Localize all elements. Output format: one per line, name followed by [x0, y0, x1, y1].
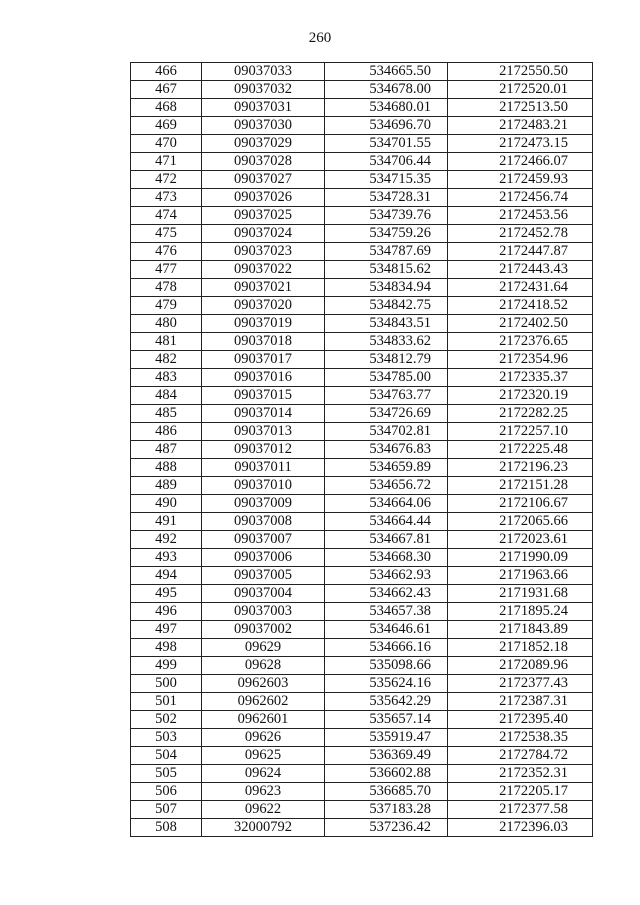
row-number-cell: 469 — [131, 117, 202, 135]
y-coordinate-cell: 2172320.19 — [448, 387, 593, 405]
y-coordinate-cell: 2172352.31 — [448, 765, 593, 783]
row-number-cell: 488 — [131, 459, 202, 477]
point-code-cell: 09037014 — [202, 405, 325, 423]
row-number-cell: 489 — [131, 477, 202, 495]
x-coordinate-cell: 534702.81 — [325, 423, 448, 441]
x-coordinate-cell: 534812.79 — [325, 351, 448, 369]
x-coordinate-cell: 534715.35 — [325, 171, 448, 189]
x-coordinate-cell: 534678.00 — [325, 81, 448, 99]
table-row — [131, 351, 593, 369]
table-row — [131, 135, 593, 153]
x-coordinate-cell: 534706.44 — [325, 153, 448, 171]
x-coordinate-cell: 534662.93 — [325, 567, 448, 585]
row-number-cell: 476 — [131, 243, 202, 261]
row-number-cell: 506 — [131, 783, 202, 801]
y-coordinate-cell: 2172520.01 — [448, 81, 593, 99]
x-coordinate-cell: 534759.26 — [325, 225, 448, 243]
table-row — [131, 207, 593, 225]
point-code-cell: 0962601 — [202, 711, 325, 729]
point-code-cell: 09037023 — [202, 243, 325, 261]
table-row — [131, 585, 593, 603]
point-code-cell: 09037006 — [202, 549, 325, 567]
y-coordinate-cell: 2172538.35 — [448, 729, 593, 747]
point-code-cell: 09037010 — [202, 477, 325, 495]
table-row — [131, 495, 593, 513]
row-number-cell: 490 — [131, 495, 202, 513]
y-coordinate-cell: 2172513.50 — [448, 99, 593, 117]
x-coordinate-cell: 535624.16 — [325, 675, 448, 693]
y-coordinate-cell: 2172784.72 — [448, 747, 593, 765]
point-code-cell: 0962602 — [202, 693, 325, 711]
x-coordinate-cell: 534676.83 — [325, 441, 448, 459]
table-row — [131, 81, 593, 99]
table-row — [131, 567, 593, 585]
table-row — [131, 459, 593, 477]
point-code-cell: 09037015 — [202, 387, 325, 405]
y-coordinate-cell: 2172466.07 — [448, 153, 593, 171]
table-row — [131, 549, 593, 567]
row-number-cell: 507 — [131, 801, 202, 819]
y-coordinate-cell: 2172402.50 — [448, 315, 593, 333]
x-coordinate-cell: 536685.70 — [325, 783, 448, 801]
y-coordinate-cell: 2172089.96 — [448, 657, 593, 675]
table-row — [131, 369, 593, 387]
point-code-cell: 09622 — [202, 801, 325, 819]
point-code-cell: 32000792 — [202, 819, 325, 837]
point-code-cell: 09037018 — [202, 333, 325, 351]
row-number-cell: 497 — [131, 621, 202, 639]
y-coordinate-cell: 2172335.37 — [448, 369, 593, 387]
point-code-cell: 09629 — [202, 639, 325, 657]
point-code-cell: 09037007 — [202, 531, 325, 549]
y-coordinate-cell: 2171931.68 — [448, 585, 593, 603]
point-code-cell: 09037011 — [202, 459, 325, 477]
table-row — [131, 477, 593, 495]
y-coordinate-cell: 2172473.15 — [448, 135, 593, 153]
x-coordinate-cell: 536602.88 — [325, 765, 448, 783]
table-row — [131, 99, 593, 117]
point-code-cell: 09037029 — [202, 135, 325, 153]
y-coordinate-cell: 2172452.78 — [448, 225, 593, 243]
x-coordinate-cell: 536369.49 — [325, 747, 448, 765]
x-coordinate-cell: 534842.75 — [325, 297, 448, 315]
x-coordinate-cell: 535657.14 — [325, 711, 448, 729]
y-coordinate-cell: 2172151.28 — [448, 477, 593, 495]
row-number-cell: 492 — [131, 531, 202, 549]
x-coordinate-cell: 535919.47 — [325, 729, 448, 747]
y-coordinate-cell: 2171852.18 — [448, 639, 593, 657]
table-row — [131, 63, 593, 81]
row-number-cell: 477 — [131, 261, 202, 279]
x-coordinate-cell: 534665.50 — [325, 63, 448, 81]
y-coordinate-cell: 2172483.21 — [448, 117, 593, 135]
point-code-cell: 09037016 — [202, 369, 325, 387]
point-code-cell: 09626 — [202, 729, 325, 747]
table-row — [131, 333, 593, 351]
row-number-cell: 498 — [131, 639, 202, 657]
table-row — [131, 117, 593, 135]
point-code-cell: 0962603 — [202, 675, 325, 693]
table-row — [131, 315, 593, 333]
row-number-cell: 475 — [131, 225, 202, 243]
x-coordinate-cell: 534833.62 — [325, 333, 448, 351]
row-number-cell: 500 — [131, 675, 202, 693]
x-coordinate-cell: 534763.77 — [325, 387, 448, 405]
point-code-cell: 09037012 — [202, 441, 325, 459]
point-code-cell: 09037009 — [202, 495, 325, 513]
table-row — [131, 621, 593, 639]
table-row — [131, 783, 593, 801]
row-number-cell: 487 — [131, 441, 202, 459]
y-coordinate-cell: 2172257.10 — [448, 423, 593, 441]
y-coordinate-cell: 2172387.31 — [448, 693, 593, 711]
y-coordinate-cell: 2171843.89 — [448, 621, 593, 639]
row-number-cell: 470 — [131, 135, 202, 153]
row-number-cell: 491 — [131, 513, 202, 531]
table-row — [131, 801, 593, 819]
y-coordinate-cell: 2171895.24 — [448, 603, 593, 621]
row-number-cell: 502 — [131, 711, 202, 729]
y-coordinate-cell: 2171963.66 — [448, 567, 593, 585]
x-coordinate-cell: 534843.51 — [325, 315, 448, 333]
x-coordinate-cell: 534696.70 — [325, 117, 448, 135]
table-row — [131, 657, 593, 675]
y-coordinate-cell: 2172456.74 — [448, 189, 593, 207]
table-row — [131, 747, 593, 765]
x-coordinate-cell: 534739.76 — [325, 207, 448, 225]
table-row — [131, 711, 593, 729]
y-coordinate-cell: 2172065.66 — [448, 513, 593, 531]
point-code-cell: 09037026 — [202, 189, 325, 207]
point-code-cell: 09037019 — [202, 315, 325, 333]
table-row — [131, 693, 593, 711]
table-row — [131, 603, 593, 621]
y-coordinate-cell: 2172205.17 — [448, 783, 593, 801]
table-row — [131, 261, 593, 279]
x-coordinate-cell: 535098.66 — [325, 657, 448, 675]
x-coordinate-cell: 534657.38 — [325, 603, 448, 621]
row-number-cell: 481 — [131, 333, 202, 351]
row-number-cell: 485 — [131, 405, 202, 423]
y-coordinate-cell: 2172453.56 — [448, 207, 593, 225]
x-coordinate-cell: 534701.55 — [325, 135, 448, 153]
x-coordinate-cell: 534726.69 — [325, 405, 448, 423]
y-coordinate-cell: 2172354.96 — [448, 351, 593, 369]
row-number-cell: 503 — [131, 729, 202, 747]
row-number-cell: 484 — [131, 387, 202, 405]
table-row — [131, 171, 593, 189]
row-number-cell: 496 — [131, 603, 202, 621]
row-number-cell: 479 — [131, 297, 202, 315]
point-code-cell: 09037021 — [202, 279, 325, 297]
point-code-cell: 09037004 — [202, 585, 325, 603]
y-coordinate-cell: 2172396.03 — [448, 819, 593, 837]
page-number: 260 — [308, 30, 332, 46]
y-coordinate-cell: 2172550.50 — [448, 63, 593, 81]
row-number-cell: 483 — [131, 369, 202, 387]
point-code-cell: 09037031 — [202, 99, 325, 117]
x-coordinate-cell: 534646.61 — [325, 621, 448, 639]
y-coordinate-cell: 2172023.61 — [448, 531, 593, 549]
x-coordinate-cell: 535642.29 — [325, 693, 448, 711]
point-code-cell: 09037017 — [202, 351, 325, 369]
y-coordinate-cell: 2172196.23 — [448, 459, 593, 477]
y-coordinate-cell: 2172418.52 — [448, 297, 593, 315]
coordinates-table — [130, 62, 593, 837]
y-coordinate-cell: 2172395.40 — [448, 711, 593, 729]
row-number-cell: 504 — [131, 747, 202, 765]
row-number-cell: 471 — [131, 153, 202, 171]
row-number-cell: 472 — [131, 171, 202, 189]
x-coordinate-cell: 534668.30 — [325, 549, 448, 567]
row-number-cell: 486 — [131, 423, 202, 441]
point-code-cell: 09037003 — [202, 603, 325, 621]
x-coordinate-cell: 534664.44 — [325, 513, 448, 531]
x-coordinate-cell: 534667.81 — [325, 531, 448, 549]
point-code-cell: 09623 — [202, 783, 325, 801]
table-row — [131, 819, 593, 837]
row-number-cell: 493 — [131, 549, 202, 567]
row-number-cell: 495 — [131, 585, 202, 603]
table-row — [131, 153, 593, 171]
y-coordinate-cell: 2172106.67 — [448, 495, 593, 513]
point-code-cell: 09037008 — [202, 513, 325, 531]
row-number-cell: 499 — [131, 657, 202, 675]
table-row — [131, 297, 593, 315]
y-coordinate-cell: 2172377.43 — [448, 675, 593, 693]
x-coordinate-cell: 534728.31 — [325, 189, 448, 207]
x-coordinate-cell: 534834.94 — [325, 279, 448, 297]
row-number-cell: 508 — [131, 819, 202, 837]
row-number-cell: 480 — [131, 315, 202, 333]
x-coordinate-cell: 534656.72 — [325, 477, 448, 495]
row-number-cell: 482 — [131, 351, 202, 369]
y-coordinate-cell: 2172447.87 — [448, 243, 593, 261]
point-code-cell: 09037030 — [202, 117, 325, 135]
row-number-cell: 478 — [131, 279, 202, 297]
point-code-cell: 09037005 — [202, 567, 325, 585]
table-row — [131, 387, 593, 405]
point-code-cell: 09628 — [202, 657, 325, 675]
x-coordinate-cell: 537236.42 — [325, 819, 448, 837]
point-code-cell: 09037027 — [202, 171, 325, 189]
coordinates-table-body — [131, 63, 593, 837]
row-number-cell: 466 — [131, 63, 202, 81]
table-row — [131, 729, 593, 747]
y-coordinate-cell: 2171990.09 — [448, 549, 593, 567]
row-number-cell: 501 — [131, 693, 202, 711]
x-coordinate-cell: 534664.06 — [325, 495, 448, 513]
row-number-cell: 473 — [131, 189, 202, 207]
x-coordinate-cell: 534659.89 — [325, 459, 448, 477]
point-code-cell: 09037028 — [202, 153, 325, 171]
row-number-cell: 467 — [131, 81, 202, 99]
table-row — [131, 531, 593, 549]
y-coordinate-cell: 2172377.58 — [448, 801, 593, 819]
y-coordinate-cell: 2172431.64 — [448, 279, 593, 297]
row-number-cell: 505 — [131, 765, 202, 783]
table-row — [131, 423, 593, 441]
table-row — [131, 513, 593, 531]
y-coordinate-cell: 2172225.48 — [448, 441, 593, 459]
point-code-cell: 09037022 — [202, 261, 325, 279]
x-coordinate-cell: 537183.28 — [325, 801, 448, 819]
table-row — [131, 675, 593, 693]
x-coordinate-cell: 534680.01 — [325, 99, 448, 117]
x-coordinate-cell: 534662.43 — [325, 585, 448, 603]
row-number-cell: 468 — [131, 99, 202, 117]
row-number-cell: 494 — [131, 567, 202, 585]
y-coordinate-cell: 2172282.25 — [448, 405, 593, 423]
point-code-cell: 09037025 — [202, 207, 325, 225]
x-coordinate-cell: 534666.16 — [325, 639, 448, 657]
point-code-cell: 09037024 — [202, 225, 325, 243]
point-code-cell: 09625 — [202, 747, 325, 765]
y-coordinate-cell: 2172459.93 — [448, 171, 593, 189]
y-coordinate-cell: 2172443.43 — [448, 261, 593, 279]
point-code-cell: 09037020 — [202, 297, 325, 315]
table-row — [131, 279, 593, 297]
table-row — [131, 441, 593, 459]
row-number-cell: 474 — [131, 207, 202, 225]
point-code-cell: 09037002 — [202, 621, 325, 639]
table-row — [131, 189, 593, 207]
x-coordinate-cell: 534785.00 — [325, 369, 448, 387]
y-coordinate-cell: 2172376.65 — [448, 333, 593, 351]
x-coordinate-cell: 534815.62 — [325, 261, 448, 279]
table-row — [131, 765, 593, 783]
table-row — [131, 225, 593, 243]
table-row — [131, 639, 593, 657]
table-row — [131, 405, 593, 423]
point-code-cell: 09037032 — [202, 81, 325, 99]
x-coordinate-cell: 534787.69 — [325, 243, 448, 261]
point-code-cell: 09624 — [202, 765, 325, 783]
table-row — [131, 243, 593, 261]
point-code-cell: 09037013 — [202, 423, 325, 441]
point-code-cell: 09037033 — [202, 63, 325, 81]
